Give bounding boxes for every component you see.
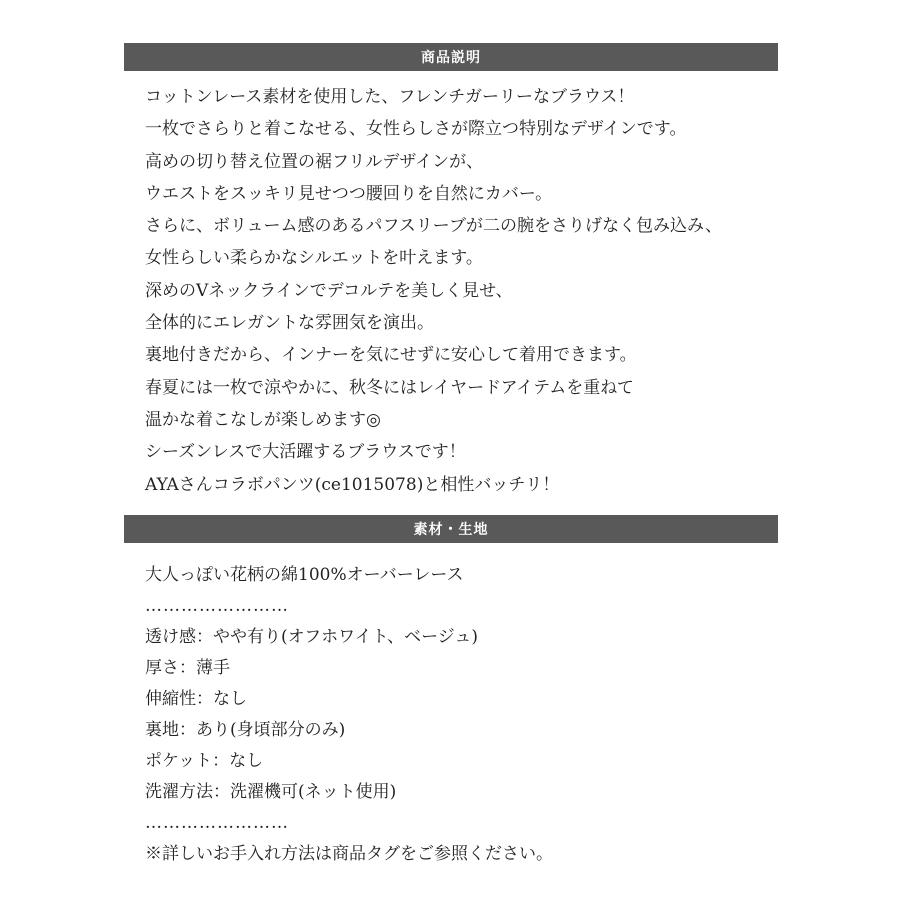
description-line: 深めのVネックラインでデコルテを美しく見せ、 (145, 280, 513, 301)
material-header-label: 素材・生地 (413, 522, 489, 538)
thickness-line: 厚さ：薄手 (145, 658, 230, 678)
washing-line: 洗濯方法：洗濯機可(ネット使用) (145, 782, 397, 802)
description-text-block (145, 82, 775, 502)
description-line: AYAさんコラボパンツ(ce1015078)と相性バッチリ！ (145, 474, 560, 495)
description-line: 裏地付きだから、インナーを気にせずに安心して着用できます。 (145, 345, 637, 366)
transparency-line: 透け感：やや有り(オフホワイト、ベージュ) (145, 627, 479, 647)
dotted-divider: …………………… (145, 596, 289, 616)
description-line: コットンレース素材を使用した、フレンチガーリーなブラウス！ (145, 87, 635, 107)
material-section-header (124, 515, 778, 543)
description-line: シーズンレスで大活躍するブラウスです！ (145, 442, 466, 463)
description-line: 全体的にエレガントな雰囲気を演出。 (145, 313, 434, 334)
pocket-line: ポケット：なし (145, 751, 264, 771)
description-line: さらに、ボリューム感のあるパフスリーブが二の腕をさりげなく包み込み、 (145, 216, 722, 237)
material-text-block (145, 560, 775, 870)
description-line: 高めの切り替え位置の裾フリルデザインが、 (145, 151, 484, 172)
stretch-line: 伸縮性：なし (145, 689, 247, 709)
dotted-divider: …………………… (145, 813, 289, 833)
description-line: 一枚でさらりと着こなせる、女性らしさが際立つ特別なデザインです。 (145, 119, 687, 140)
description-header-label: 商品説明 (421, 50, 481, 66)
description-section-header (124, 43, 778, 71)
description-line: 温かな着こなしが楽しめます◎ (145, 409, 381, 430)
material-summary-line: 大人っぽい花柄の綿100%オーバーレース (145, 565, 464, 585)
description-line: ウエストをスッキリ見せつつ腰回りを自然にカバー。 (145, 183, 553, 204)
care-note-line: ※詳しいお手入れ方法は商品タグをご参照ください。 (145, 844, 553, 864)
description-line: 春夏には一枚で涼やかに、秋冬にはレイヤードアイテムを重ねて (145, 377, 634, 398)
description-line: 女性らしい柔らかなシルエットを叶えます。 (145, 248, 483, 269)
lining-line: 裏地：あり(身頃部分のみ) (145, 720, 346, 740)
